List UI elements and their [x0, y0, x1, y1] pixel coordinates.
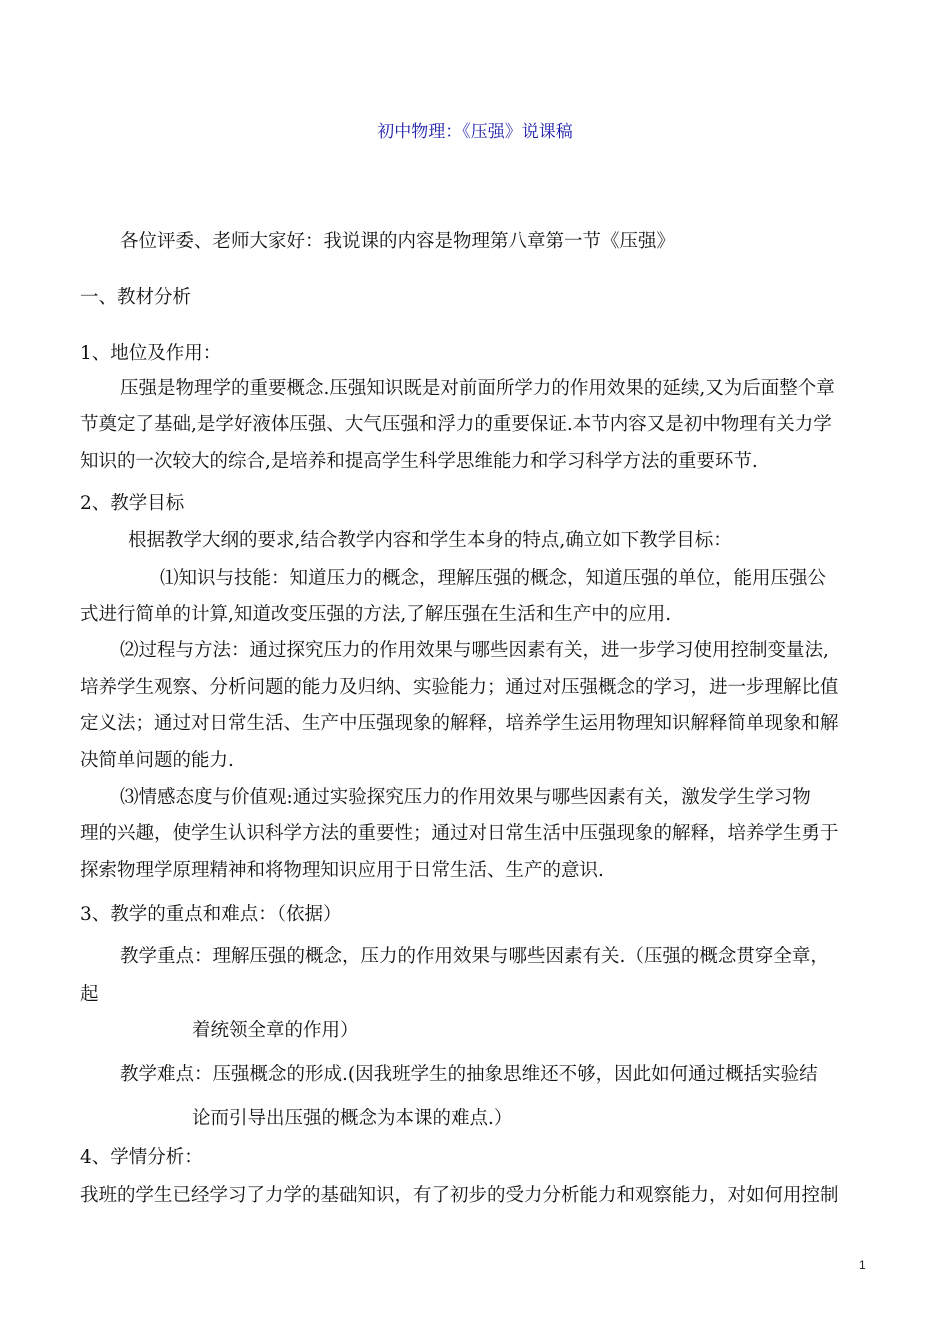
document-title: 初中物理：《压强》说课稿 [377, 122, 573, 142]
goal-knowledge-line: ⑴知识与技能：知道压力的概念，理解压强的概念，知道压强的单位，能用压强公 [160, 568, 827, 589]
subheading-teaching-goals: 2、教学目标 [80, 493, 185, 514]
paragraph-line: 知识的一次较大的综合,是培养和提高学生科学思维能力和学习科学方法的重要环节. [80, 451, 758, 472]
page-number: 1 [859, 1258, 866, 1272]
goal-process-line: 决简单问题的能力. [80, 750, 234, 771]
goal-process-line: 培养学生观察、分析问题的能力及归纳、实验能力；通过对压强概念的学习，进一步理解比值 [80, 677, 839, 698]
goal-process-line: ⑵过程与方法：通过探究压力的作用效果与哪些因素有关，进一步学习使用控制变量法, [120, 640, 829, 661]
goal-process-line: 定义法；通过对日常生活、生产中压强现象的解释，培养学生运用物理知识解释简单现象和解 [80, 713, 839, 734]
paragraph-line: 根据教学大纲的要求,结合教学内容和学生本身的特点,确立如下教学目标： [128, 530, 732, 551]
goal-emotion-line: 理的兴趣，使学生认识科学方法的重要性；通过对日常生活中压强现象的解释，培养学生勇于 [80, 823, 839, 844]
difficult-point-line: 论而引导出压强的概念为本课的难点.） [192, 1108, 513, 1129]
goal-knowledge-line: 式进行简单的计算,知道改变压强的方法,了解压强在生活和生产中的应用. [80, 604, 672, 625]
paragraph-line: 节奠定了基础,是学好液体压强、大气压强和浮力的重要保证.本节内容又是初中物理有关力学 [80, 414, 832, 435]
subheading-status-role: 1、地位及作用： [80, 343, 222, 364]
paragraph-line: 压强是物理学的重要概念.压强知识既是对前面所学力的作用效果的延续,又为后面整个章 [120, 378, 835, 399]
section-heading-textbook-analysis: 一、教材分析 [80, 287, 192, 308]
key-point-line: 教学重点：理解压强的概念，压力的作用效果与哪些因素有关.（压强的概念贯穿全章， [120, 946, 829, 967]
difficult-point-line: 教学难点：压强概念的形成.(因我班学生的抽象思维还不够，因此如何通过概括实验结 [120, 1064, 818, 1085]
key-point-line: 着统领全章的作用） [192, 1020, 359, 1041]
goal-emotion-line: 探索物理学原理精神和将物理知识应用于日常生活、生产的意识. [80, 860, 604, 881]
key-point-line: 起 [80, 984, 99, 1005]
subheading-key-difficult-points: 3、教学的重点和难点：（依据） [80, 904, 342, 925]
greeting-line: 各位评委、老师大家好：我说课的内容是物理第八章第一节《压强》 [120, 231, 676, 252]
subheading-student-analysis: 4、学情分析： [80, 1147, 203, 1168]
paragraph-line: 我班的学生已经学习了力学的基础知识，有了初步的受力分析能力和观察能力，对如何用控制 [80, 1185, 839, 1206]
goal-emotion-line: ⑶情感态度与价值观:通过实验探究压力的作用效果与哪些因素有关，激发学生学习物 [120, 787, 811, 808]
